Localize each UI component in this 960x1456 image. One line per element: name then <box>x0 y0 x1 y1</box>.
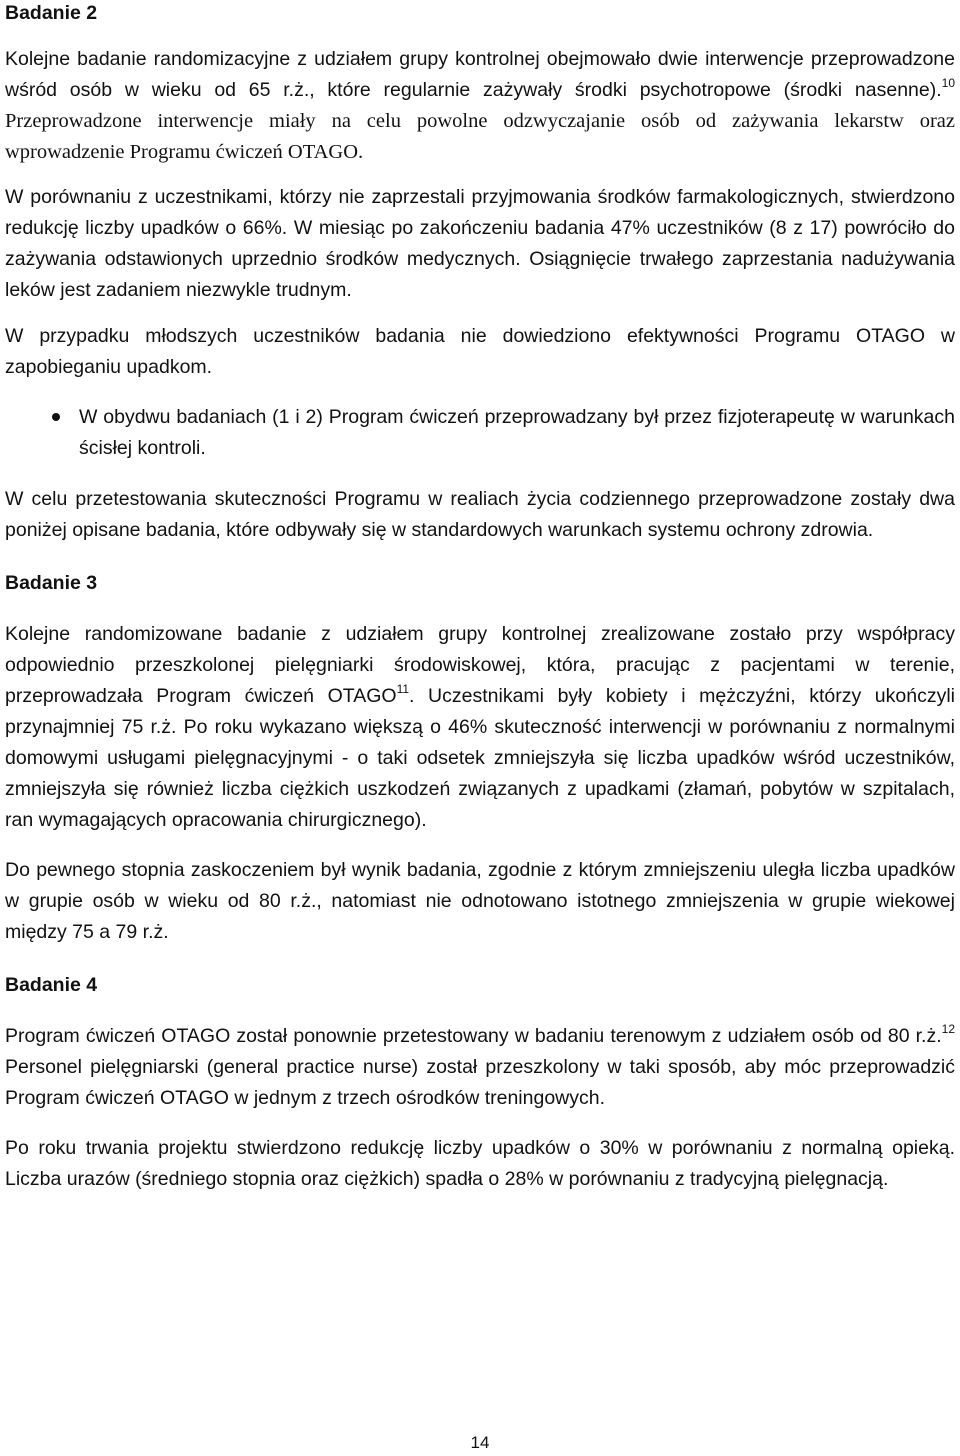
study-4-paragraph-1-text-b: Personel pielęgniarski (general practice nurse) został przeszkolony w taki sposób, aby móc przeprowadzić Program ćwiczeń OTAGO w jednym z trzech ośrodków treningowych. <box>5 1056 955 1109</box>
study-3-paragraph-1 <box>5 619 955 836</box>
bullet-item-text: W obydwu badaniach (1 i 2) Program ćwiczeń przeprowadzany był przez fizjoterapeutę w warunkach ścisłej kontroli. <box>79 406 955 459</box>
footnote-ref-10: 10 <box>941 75 955 90</box>
footnote-ref-11: 11 <box>396 681 410 696</box>
study-3-paragraph-1-text-b: . Uczestnikami były kobiety i mężczyźni, którzy ukończyli przynajmniej 75 r.ż. Po roku wykazano większą o 46% skuteczność interwencji w porównaniu z normalnymi domowymi usługami pielęgnacyjnymi - o taki odsetek zmniejszyła się liczba upadków wśród uczestników, zmniejszyła się również liczba ciężkich uszkodzeń związanych z upadkami (złamań, pobytów w szpitalach, ran wymagających opracowania chirurgicznego). <box>5 685 956 831</box>
study-4-heading: Badanie 4 <box>5 974 98 996</box>
study-2-paragraph-1-text-b: Przeprowadzone interwencje miały na celu powolne odzwyczajanie osób od zażywania lekarstw oraz wprowadzenie Programu ćwiczeń OTAGO. <box>5 110 955 163</box>
intro-paragraph: W celu przetestowania skuteczności Programu w realiach życia codziennego przeprowadzone zostały dwa poniżej opisane badania, które odbywały się w standardowych warunkach systemu ochrony zdrowia. <box>5 488 955 541</box>
study-4-paragraph-2: Po roku trwania projektu stwierdzono redukcję liczby upadków o 30% w porównaniu z normalną opieką. Liczba urazów (średniego stopnia oraz ciężkich) spadła o 28% w porównaniu z tradycyjną pielęgnacją. <box>5 1137 955 1190</box>
study-3-paragraph-1-text-a: Kolejne randomizowane badanie z udziałem grupy kontrolnej zrealizowane zostało przy współpracy odpowiednio przeszkolonej pielęgniarki środowiskowej, która, pracując z pacjentami w terenie, przeprowadzała Program ćwiczeń OTAGO <box>5 623 955 707</box>
study-3-paragraph-2: Do pewnego stopnia zaskoczeniem był wynik badania, zgodnie z którym zmniejszeniu uległa liczba upadków w grupie osób w wieku od 80 r.ż., natomiast nie odnotowano istotnego zmniejszenia w grupie wiekowej między 75 a 79 r.ż. <box>5 859 955 943</box>
page-number: 14 <box>470 1433 490 1452</box>
study-2-paragraph-1 <box>5 44 955 168</box>
study-3-heading: Badanie 3 <box>5 572 98 594</box>
study-2-paragraph-1-text-a: Kolejne badanie randomizacyjne z udziałem grupy kontrolnej obejmowało dwie interwencje przeprowadzone wśród osób w wieku od 65 r.ż., które regularnie zażywały środki psychotropowe (środki nasenne). <box>5 48 955 101</box>
study-4-paragraph-1-text-a: Program ćwiczeń OTAGO został ponownie przetestowany w badaniu terenowym z udziałem osób od 80 r.ż. <box>5 1025 942 1047</box>
footnote-ref-12: 12 <box>941 1021 955 1036</box>
study-2-paragraph-2: W porównaniu z uczestnikami, którzy nie zaprzestali przyjmowania środków farmakologicznych, stwierdzono redukcję liczby upadków o 66%. W miesiąc po zakończeniu badania 47% uczestników (8 z 17) powróciło do zażywania odstawionych uprzednio środków medycznych. Osiągnięcie trwałego zaprzestania nadużywania leków jest zadaniem niezwykle trudnym. <box>5 186 955 301</box>
document-page <box>5 0 955 1195</box>
study-2-heading: Badanie 2 <box>5 2 98 24</box>
study-4-paragraph-1 <box>5 1021 955 1114</box>
bullet-dot-icon <box>52 413 60 421</box>
study-2-paragraph-3: W przypadku młodszych uczestników badania nie dowiedziono efektywności Programu OTAGO w zapobieganiu upadkom. <box>5 325 955 378</box>
bullet-item <box>5 402 955 464</box>
